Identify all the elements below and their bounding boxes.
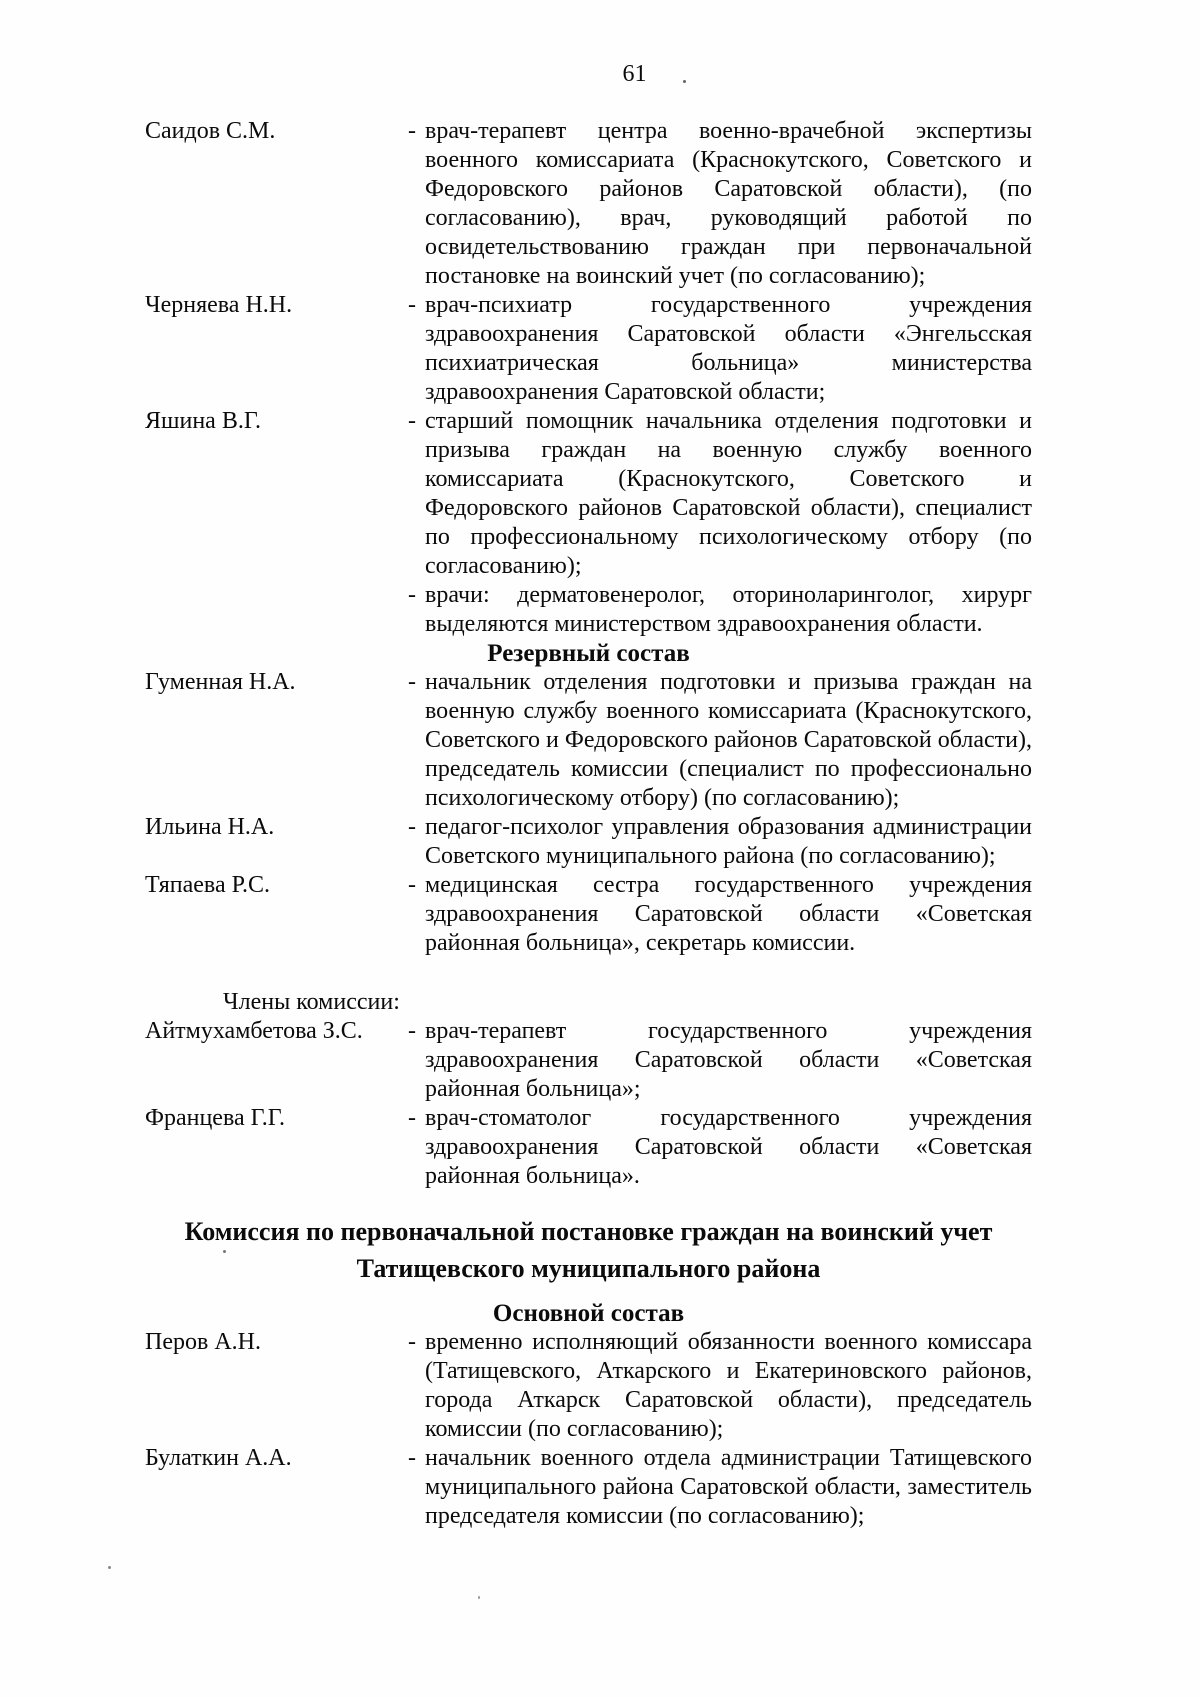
- commission-entry: [145, 581, 1032, 639]
- list-dash: -: [408, 1329, 416, 1355]
- member-role-text: медицинская сестра государственного учреждения здравоохранения Саратовской области «Советская районная больница», секретарь комиссии.: [425, 872, 1032, 956]
- list-dash: -: [408, 669, 416, 695]
- member-role: [408, 117, 1032, 291]
- page-number: 61: [622, 61, 647, 87]
- commission-entry: [145, 813, 1032, 871]
- member-role: [408, 291, 1032, 407]
- member-role-text: старший помощник начальника отделения подготовки и призыва граждан на военную службу военного комиссариата (Краснокутского, Советского и Федоровского районов Саратовской области), специалист по профессиональному психологическому отбору (по согласованию);: [425, 408, 1032, 579]
- member-role: [408, 407, 1032, 581]
- commission-entry: [145, 291, 1032, 407]
- member-role-text: врач-стоматолог государственного учреждения здравоохранения Саратовской области «Советская районная больница».: [425, 1105, 1032, 1189]
- reserve-staff-heading: Резервный состав: [487, 640, 690, 667]
- member-role-text: врач-психиатр государственного учреждения здравоохранения Саратовской области «Энгельсская психиатрическая больница» министерства здравоохранения Саратовской области;: [425, 292, 1032, 405]
- member-name: Гуменная Н.А.: [145, 669, 296, 695]
- member-name: Ильина Н.А.: [145, 814, 275, 840]
- member-role: [408, 1328, 1032, 1444]
- member-role-text: начальник отделения подготовки и призыва граждан на военную службу военного комиссариата (Краснокутского, Советского и Федоровского районов Саратовской области), председатель комиссии (специалист по профессионально психологическому отбору) (по согласованию);: [425, 669, 1032, 811]
- commission-entry: [145, 1104, 1032, 1191]
- member-role: [408, 1017, 1032, 1104]
- scan-speck: [683, 80, 686, 83]
- member-role: [408, 871, 1032, 958]
- member-role-text: врач-терапевт государственного учреждения здравоохранения Саратовской области «Советская районная больница»;: [425, 1018, 1032, 1102]
- member-role-text: начальник военного отдела администрации Татищевского муниципального района Саратовской области, заместитель председателя комиссии (по согласованию);: [425, 1445, 1032, 1529]
- member-name: Яшина В.Г.: [145, 408, 262, 434]
- member-role-text: врачи: дерматовенеролог, оториноларинголог, хирург выделяются министерством здравоохранения области.: [425, 582, 1032, 637]
- scan-speck: [108, 1566, 111, 1569]
- member-name: Саидов С.М.: [145, 118, 276, 144]
- member-name: Булаткин А.А.: [145, 1445, 292, 1471]
- member-role: [408, 813, 1032, 871]
- list-dash: -: [408, 292, 416, 318]
- commission-title-line1: Комиссия по первоначальной постановке граждан на воинский учет: [184, 1217, 993, 1246]
- scan-speck: [223, 1250, 226, 1253]
- member-role: [408, 581, 1032, 639]
- commission-title-line2: Татищевского муниципального района: [356, 1254, 821, 1283]
- member-role-text: педагог-психолог управления образования администрации Советского муниципального района (по согласованию);: [425, 814, 1032, 869]
- list-dash: -: [408, 1105, 416, 1131]
- main-staff-heading: Основной состав: [492, 1300, 685, 1327]
- list-dash: -: [408, 1445, 416, 1471]
- member-name: Черняева Н.Н.: [145, 292, 293, 318]
- list-dash: -: [408, 582, 416, 608]
- commission-entry: [145, 1328, 1032, 1444]
- member-name: Айтмухамбетова З.С.: [145, 1018, 363, 1044]
- commission-entry: [145, 1017, 1032, 1104]
- commission-entry: [145, 871, 1032, 958]
- member-role-text: врач-терапевт центра военно-врачебной экспертизы военного комиссариата (Краснокутского, Советского и Федоровского районов Саратовской области), (по согласованию), врач, руководящий работой по освидетельствованию граждан при первоначальной постановке на воинский учет (по согласованию);: [425, 118, 1032, 289]
- commission-entry: [145, 407, 1032, 581]
- list-dash: -: [408, 872, 416, 898]
- member-role: [408, 1444, 1032, 1531]
- member-name: Перов А.Н.: [145, 1329, 261, 1355]
- commission-entry: [145, 668, 1032, 813]
- member-name: Францева Г.Г.: [145, 1105, 285, 1131]
- member-role: [408, 668, 1032, 813]
- member-role: [408, 1104, 1032, 1191]
- list-dash: -: [408, 408, 416, 434]
- scan-speck: [478, 1596, 480, 1599]
- list-dash: -: [408, 118, 416, 144]
- list-dash: -: [408, 1018, 416, 1044]
- commission-entry: [145, 117, 1032, 291]
- commission-title: [145, 1213, 1032, 1287]
- members-heading: Члены комиссии:: [223, 989, 400, 1015]
- document-content: [145, 60, 1032, 1531]
- commission-entry: [145, 1444, 1032, 1531]
- member-role-text: временно исполняющий обязанности военного комиссара (Татищевского, Аткарского и Екатериновского районов, города Аткарск Саратовской области), председатель комиссии (по согласованию);: [425, 1329, 1032, 1442]
- member-name: Тяпаева Р.С.: [145, 872, 270, 898]
- list-dash: -: [408, 814, 416, 840]
